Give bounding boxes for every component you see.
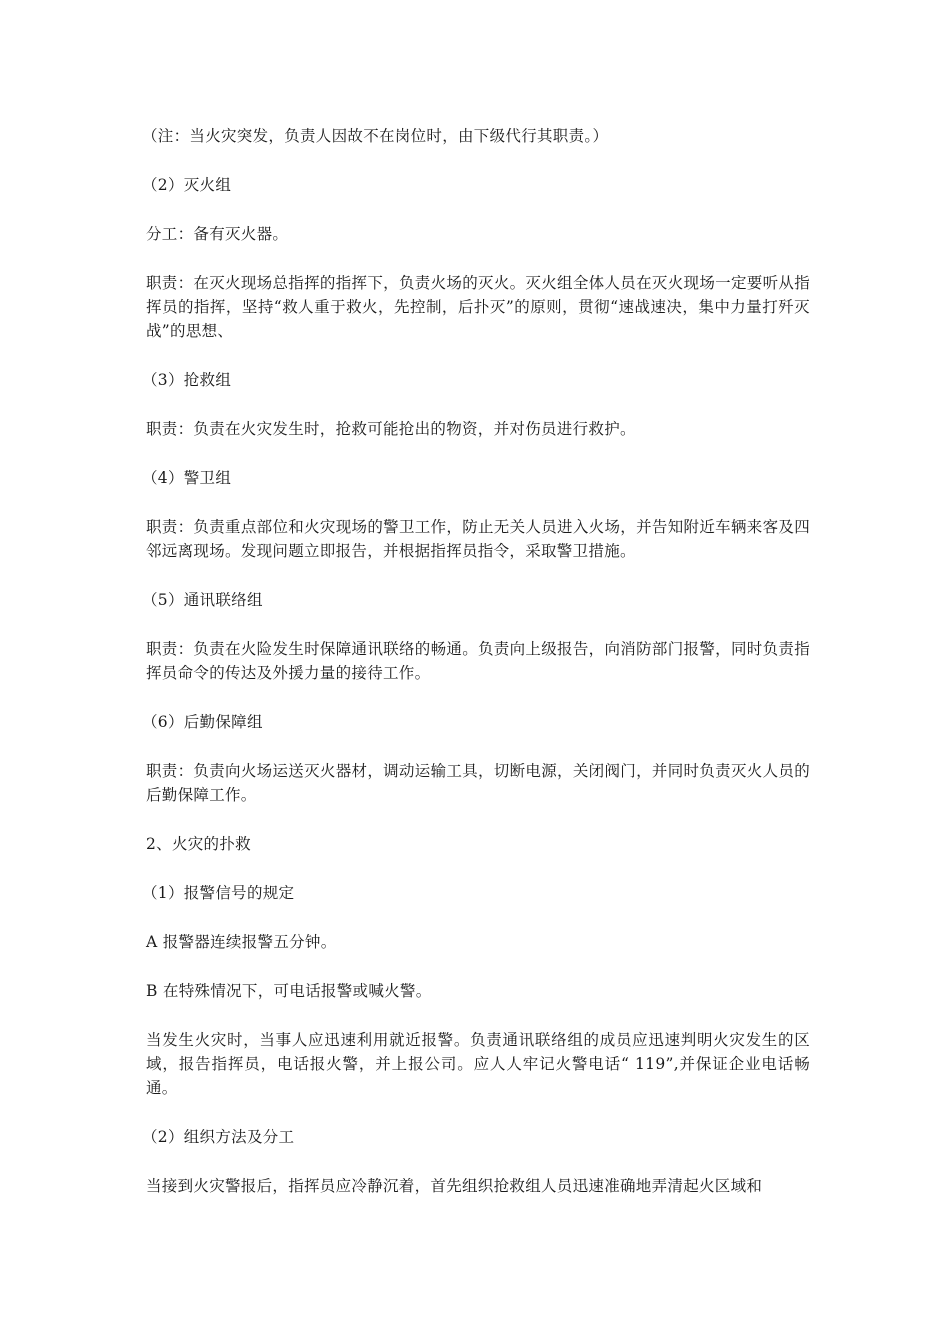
document-page [142,124,810,1223]
paragraph-alarm-procedure: 当发生火灾时，当事人应迅速利用就近报警。负责通讯联络组的成员应迅速判明火灾发生的区域，报告指挥员，电话报火警，并上报公司。应人人牢记火警电话“ 119”,并保证企业电话畅通。 [146,1031,810,1097]
paragraph-alarm-b: B 在特殊情况下，可电话报警或喊火警。 [146,982,432,1000]
heading-fire-fighting: 2、火灾的扑救 [146,835,251,853]
paragraph-duty-communication: 职责：负责在火险发生时保障通讯联络的畅通。负责向上级报告，向消防部门报警，同时负责指挥员命令的传达及外援力量的接待工作。 [146,640,810,682]
heading-logistics-group: （6）后勤保障组 [142,713,263,731]
paragraph-duty-guard: 职责：负责重点部位和火灾现场的警卫工作，防止无关人员进入火场，并告知附近车辆来客及四邻远离现场。发现问题立即报告，并根据指挥员指令，采取警卫措施。 [146,518,810,560]
paragraph-division: 分工：备有灭火器。 [146,225,289,243]
heading-alarm-signal: （1）报警信号的规定 [142,884,295,902]
paragraph-duty-rescue: 职责：负责在火灾发生时，抢救可能抢出的物资，并对伤员进行救护。 [146,420,636,438]
paragraph-duty-logistics: 职责：负责向火场运送灭火器材，调动运输工具，切断电源，关闭阀门，并同时负责灭火人员的后勤保障工作。 [146,762,810,804]
heading-communication-group: （5）通讯联络组 [142,591,263,609]
note-paragraph: （注：当火灾突发，负责人因故不在岗位时，由下级代行其职责。） [142,127,609,145]
heading-guard-group: （4）警卫组 [142,469,232,487]
heading-fire-extinguishing-group: （2）灭火组 [142,176,232,194]
heading-rescue-group: （3）抢救组 [142,371,232,389]
heading-organization: （2）组织方法及分工 [142,1128,295,1146]
paragraph-alarm-a: A 报警器连续报警五分钟。 [146,933,337,951]
paragraph-organization: 当接到火灾警报后，指挥员应冷静沉着，首先组织抢救组人员迅速准确地弄清起火区域和 [146,1177,763,1195]
paragraph-duty-extinguishing: 职责：在灭火现场总指挥的指挥下，负责火场的灭火。灭火组全体人员在灭火现场一定要听从指挥员的指挥，坚持“救人重于救火，先控制，后扑灭”的原则，贯彻“速战速决，集中力量打歼灭战”的思想、 [146,274,810,340]
